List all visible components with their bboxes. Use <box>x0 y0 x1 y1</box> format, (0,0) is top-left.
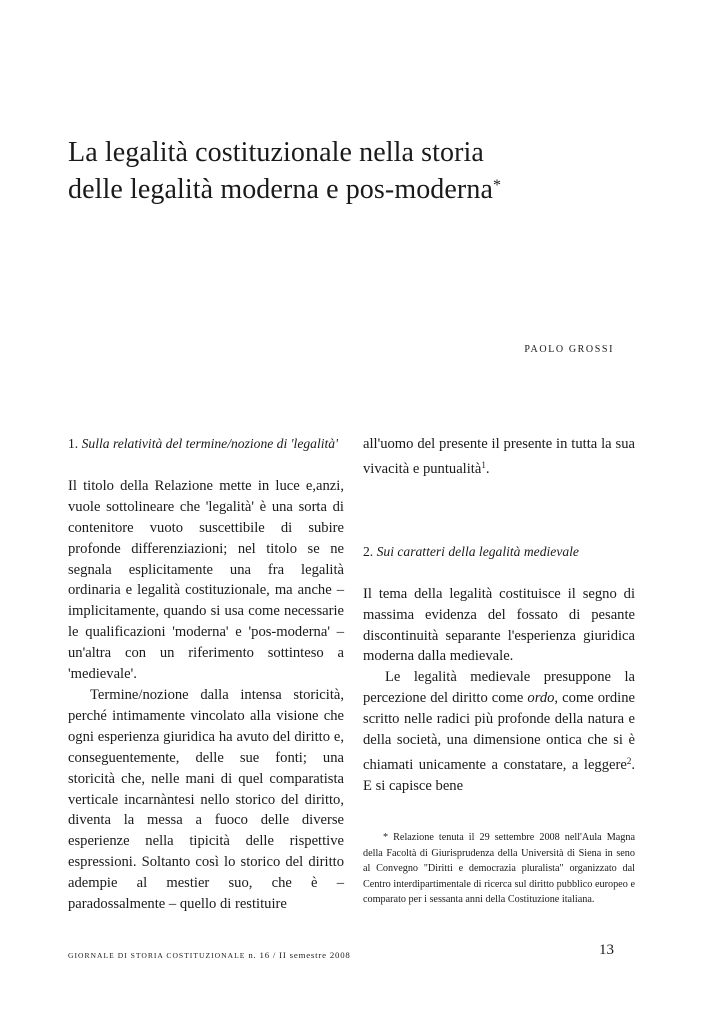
footnote-mark: * <box>383 832 389 843</box>
footnote <box>363 830 635 908</box>
paragraph-continued <box>363 434 635 480</box>
paragraph-4-text-a: Le legalità medievale presuppone la percezione del diritto come <box>363 669 635 707</box>
section-1-title: Sulla relatività del termine/nozione di 'legalità' <box>81 436 338 451</box>
section-2-heading <box>363 542 635 563</box>
running-footer <box>68 950 351 960</box>
section-1-heading <box>68 434 344 455</box>
paragraph-3: Il tema della legalità costituisce il segno di massima evidenza del fossato di pesante discontinuità separante l'esperienza giuridica moderna dalla medievale. <box>363 585 635 665</box>
paragraph-4-text-c: . E si capisce bene <box>363 756 635 794</box>
page-number: 13 <box>599 942 614 958</box>
title-line-2: delle legalità moderna e pos-moderna <box>68 174 493 205</box>
title-line-1: La legalità costituzionale nella storia <box>68 137 484 168</box>
left-column <box>68 434 344 915</box>
section-2-title: Sui caratteri della legalità medievale <box>376 543 579 559</box>
footnote-text: Relazione tenuta il 29 settembre 2008 nell'Aula Magna della Facoltà di Giurisprudenza della Università di Siena in seno al Convegno "Diritti e democrazia pluralista" organizzato dal Centro interdipartimentale di ricerca sul diritto pubblico europeo e comparato per i sessanta anni della Costituzione italiana. <box>363 832 635 906</box>
section-1-number: 1. <box>68 436 79 451</box>
journal-name: GIORNALE DI STORIA COSTITUZIONALE <box>68 951 246 960</box>
article-title <box>68 136 628 206</box>
right-column <box>363 434 635 797</box>
paragraph-continued-text: all'uomo del presente il presente in tutta la sua vivacità e puntualità <box>363 436 635 477</box>
footnote-ref-1: 1 <box>481 459 486 470</box>
paragraph-2: Termine/nozione dalla intensa storicità, perché intimamente vincolato alla visione che ogni esperienza giuridica ha avuto del diritto e, conseguentemente, delle sue fonti; una storicità che, nelle mani di quel comparatista verticale incarnàntesi nello storico del diritto, diventa la messa a fuoco delle diverse esperienze nella tipicità delle rispettive espressioni. Soltanto così lo storico del diritto adempie al mestier suo, che è – paradossalmente – quello di restituire <box>68 686 344 913</box>
paragraph-4-text-b: , come ordine scritto nelle radici più profonde della natura e della società, una dimensione ontica che si è chiamati unicamente a constatare, a leggere <box>363 690 635 773</box>
paragraph-continued-end: . <box>485 460 490 477</box>
issue-info: n. 16 / II semestre 2008 <box>248 950 351 960</box>
paragraph-4 <box>363 667 635 796</box>
title-footnote-mark: * <box>492 177 502 194</box>
paragraph-1: Il titolo della Relazione mette in luce e,anzi, vuole sottolineare che 'legalità' è una sorta di contenitore vuoto suscettibile di subire profonde differenziazioni; nel titolo se ne segnala esplicitamente una fra legalità ordinaria e legalità costituzionale, ma anche – implicitamente, quando si usa come necessarie le qualificazioni 'moderna' e 'pos-moderna' – un'altra con un riferimento sottinteso a 'medievale'. <box>68 477 344 683</box>
section-2-number: 2. <box>363 543 374 559</box>
author-name: PAOLO GROSSI <box>524 344 614 355</box>
paragraph-4-ordo: ordo <box>527 690 555 707</box>
footnote-ref-2: 2 <box>626 755 632 766</box>
